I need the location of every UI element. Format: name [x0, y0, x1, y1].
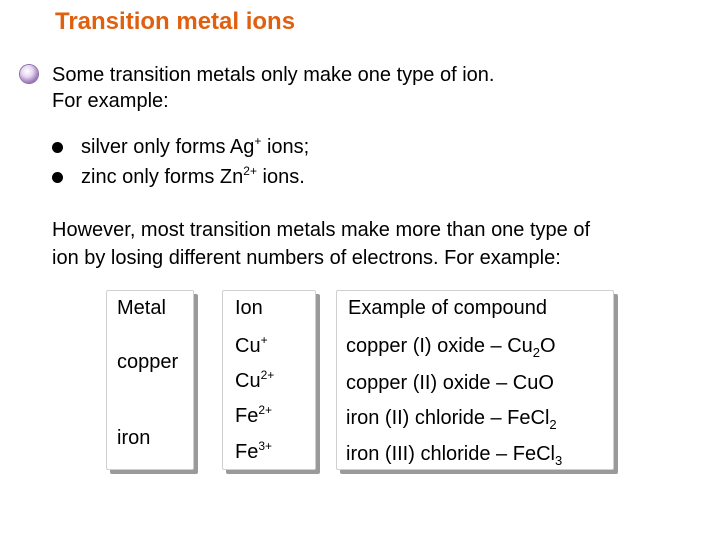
ion-cu-2: $Cu^{2+}$: [235, 368, 275, 392]
page-title: Transition metal ions: [55, 8, 296, 35]
ion-column: [222, 290, 316, 470]
example-iron-iii-chloride: iron (III) chloride – FeCl$_3$: [346, 443, 563, 468]
paragraph-line-1: However, most transition metals make more than one type of: [52, 219, 591, 241]
example-copper-ii-oxide: copper (II) oxide – CuO: [346, 372, 554, 394]
metal-header: Metal: [117, 297, 166, 319]
intro-text: [52, 62, 494, 114]
intro-line-2: For example:: [52, 90, 169, 112]
explanation-paragraph: [52, 216, 590, 272]
bullet-item-zinc: [52, 162, 309, 192]
ion-header: Ion: [235, 297, 263, 319]
metal-iron: iron: [117, 427, 151, 449]
metal-column: [106, 290, 194, 470]
ion-fe-3: $Fe^{3+}$: [235, 439, 273, 463]
example-column: [336, 290, 614, 470]
bullet-orb-icon: [20, 65, 38, 83]
bullet-text: silver only forms Ag+ ions;: [81, 134, 310, 158]
paragraph-line-2: ion by losing different numbers of electrons. For example:: [52, 247, 561, 269]
bullet-text: zinc only forms $Zn^{2+}$ ions.: [81, 164, 305, 188]
example-copper-i-oxide: copper (I) oxide – $Cu_2O$: [346, 335, 556, 360]
example-header: Example of compound: [348, 297, 548, 319]
ion-cu-1: Cu+: [235, 333, 268, 357]
metal-copper: copper: [117, 351, 179, 373]
bullet-dot-icon: [52, 172, 63, 183]
bullet-item-silver: [52, 132, 309, 162]
example-iron-ii-chloride: iron (II) chloride – FeCl$_2$: [346, 407, 557, 432]
ion-fe-2: $Fe^{2+}$: [235, 403, 273, 427]
bullet-dot-icon: [52, 142, 63, 153]
intro-line-1: Some transition metals only make one type of ion.: [52, 64, 495, 86]
example-bullet-list: [52, 132, 309, 192]
